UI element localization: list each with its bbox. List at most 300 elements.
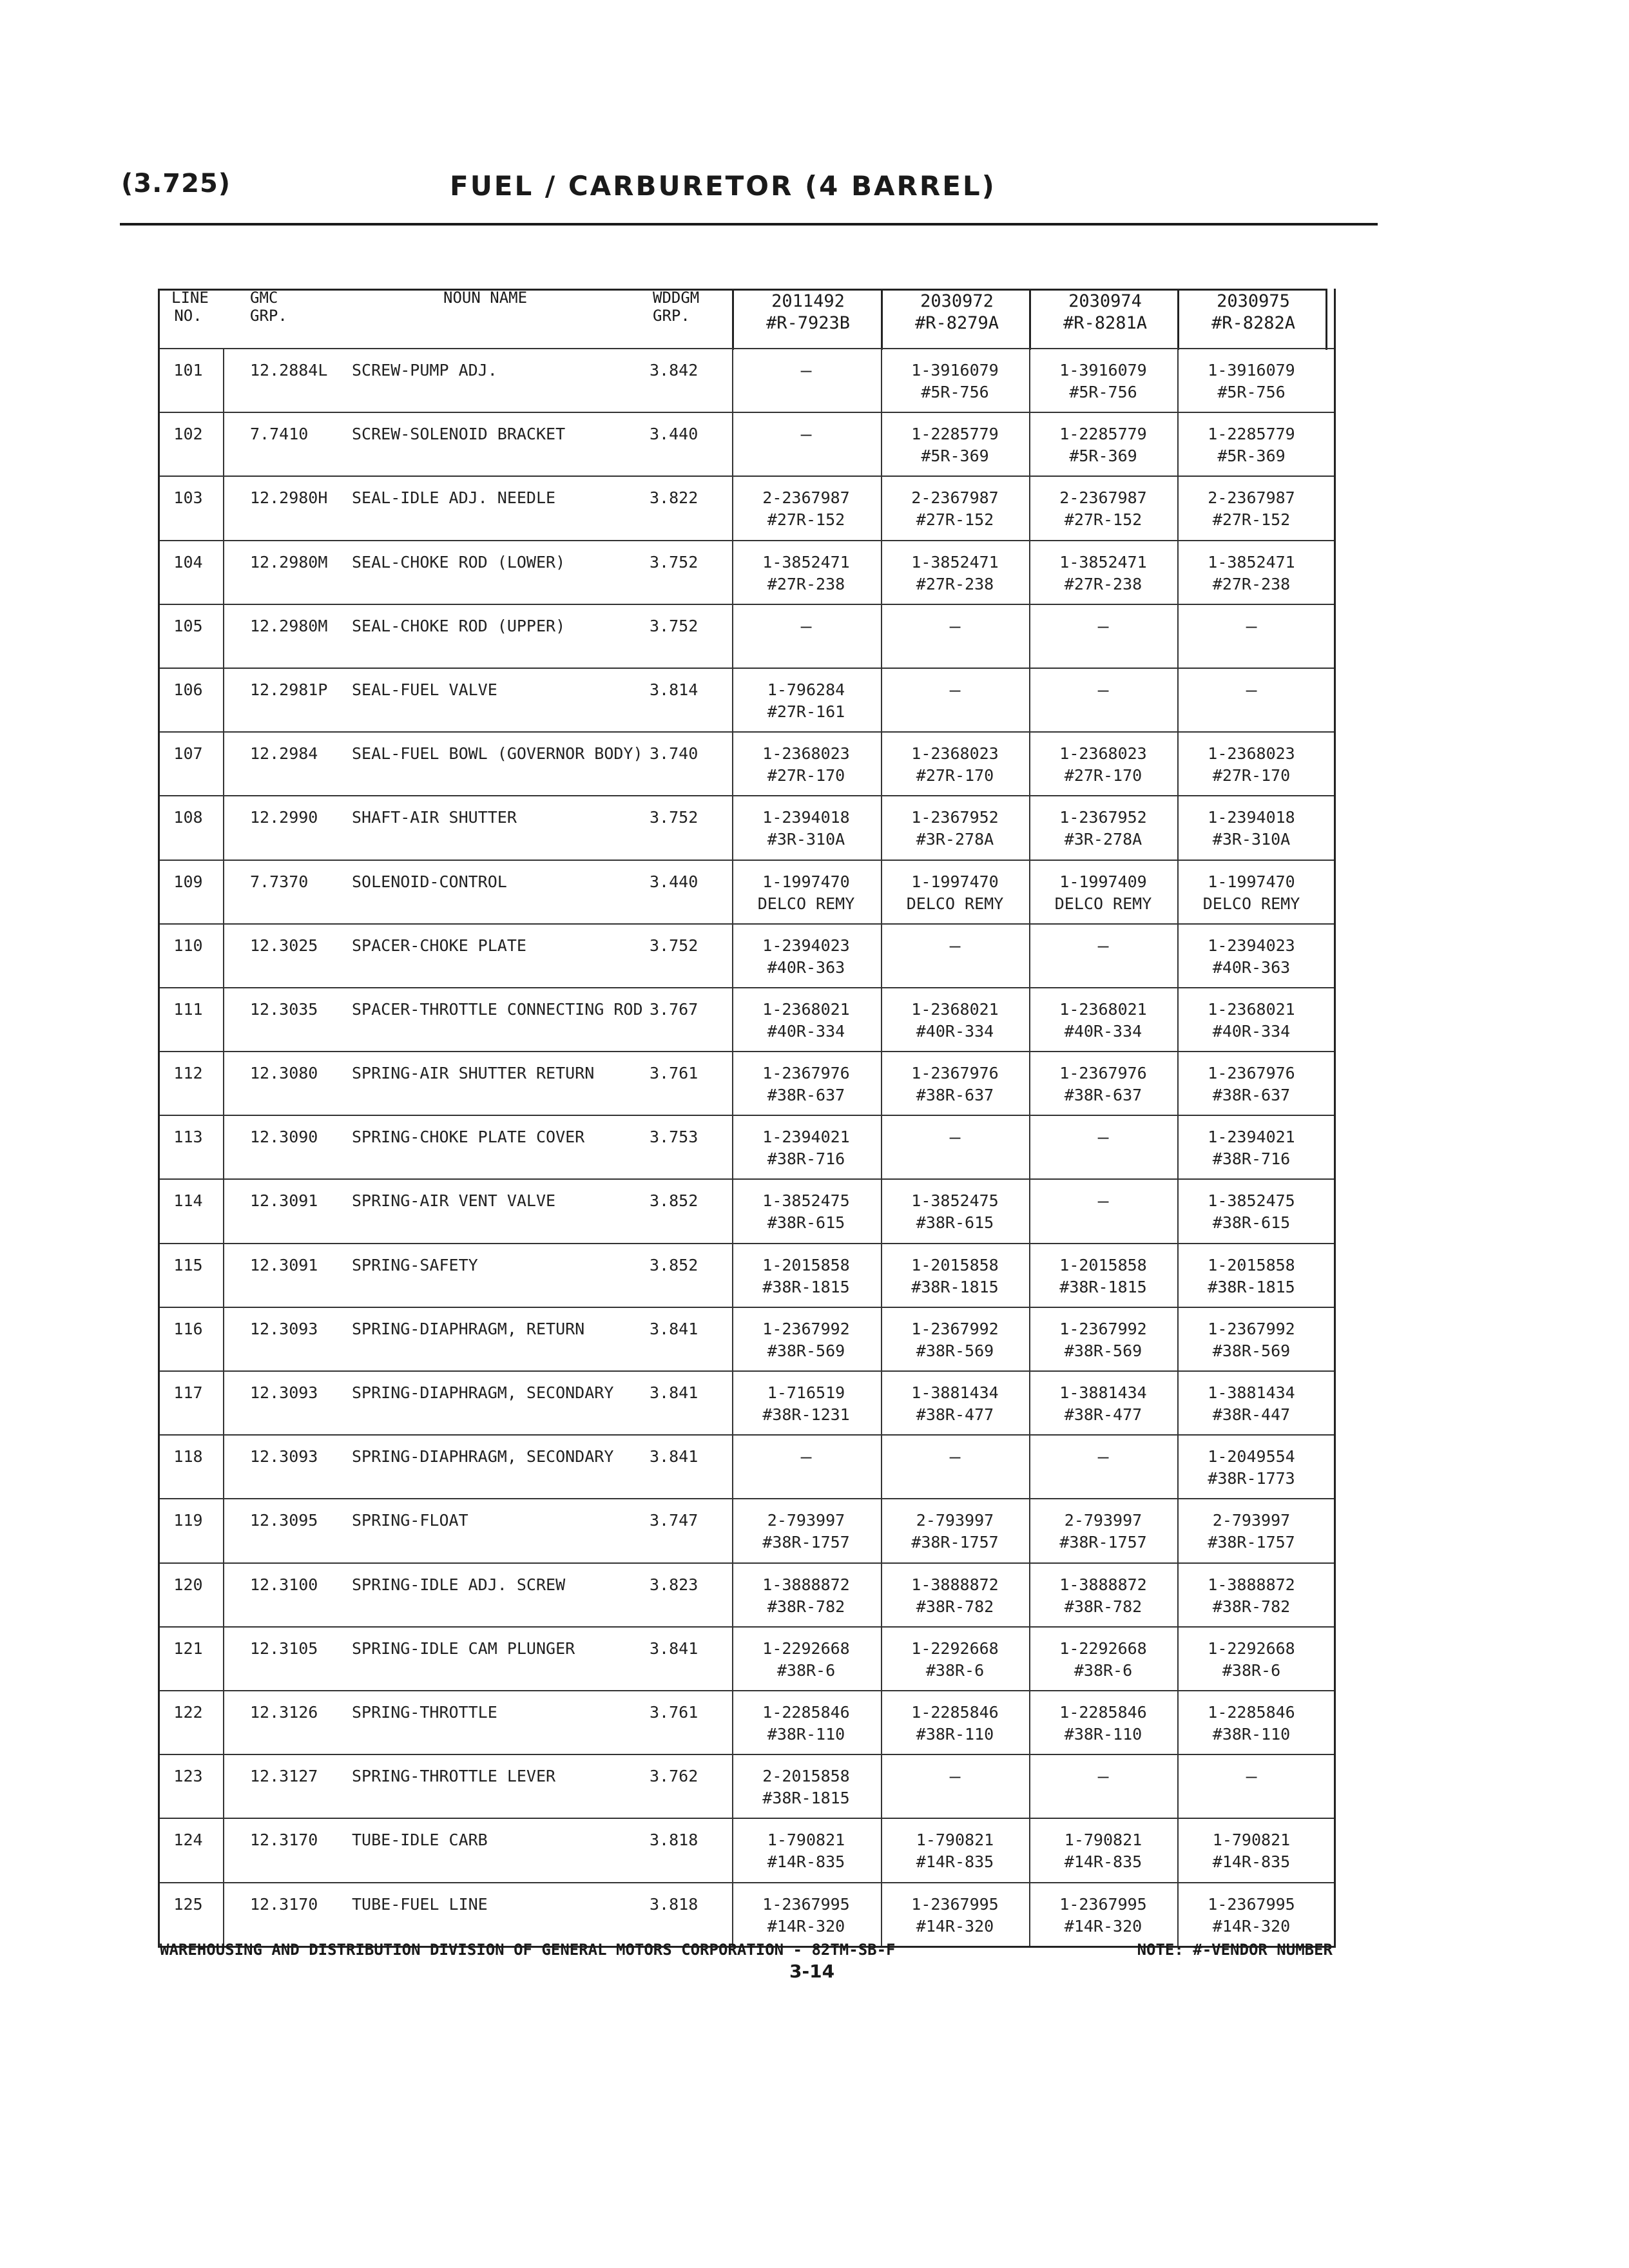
part-number: 1-790821	[1064, 1831, 1142, 1850]
gmc-group: 12.3093	[250, 1447, 318, 1466]
vendor-number: #38R-6	[1074, 1660, 1133, 1680]
line-number: 109	[173, 872, 203, 891]
wddgm-group: 3.747	[650, 1511, 699, 1530]
wddgm-group: 3.753	[650, 1128, 699, 1147]
part-number: 1-3916079	[911, 361, 999, 380]
table-row	[160, 1498, 1334, 1562]
not-applicable-dash: —	[1097, 678, 1109, 700]
part-number: 1-796284	[767, 680, 845, 699]
vendor-number: #38R-6	[925, 1660, 985, 1680]
vendor-part-cell	[1187, 615, 1316, 637]
vendor-number: #14R-320	[1212, 1916, 1291, 1936]
vendor-part-cell	[891, 1702, 1019, 1745]
not-applicable-dash: —	[1097, 1190, 1109, 1212]
vendor-part-cell	[1187, 1638, 1316, 1682]
not-applicable-dash: —	[800, 1446, 812, 1468]
table-row	[160, 860, 1334, 923]
vendor-part-cell	[742, 1254, 871, 1298]
vendor-part-cell	[891, 552, 1019, 595]
vendor-number: #27R-152	[1064, 510, 1142, 530]
part-number: 1-2015858	[1208, 1255, 1295, 1274]
vendor-part-cell	[1187, 743, 1316, 787]
vendor-part-cell	[742, 1702, 871, 1745]
vendor-part-cell	[1039, 1638, 1168, 1682]
noun-name: SCREW-PUMP ADJ.	[352, 361, 497, 380]
line-number: 123	[173, 1767, 203, 1786]
part-number: 1-3888872	[762, 1575, 850, 1594]
line-number: 117	[173, 1383, 203, 1402]
table-row	[160, 1626, 1334, 1690]
part-number: 1-2368021	[1059, 999, 1147, 1019]
part-number: 1-2015858	[911, 1255, 999, 1274]
part-number: 1-3888872	[1208, 1575, 1295, 1594]
noun-name: SPRING-IDLE ADJ. SCREW	[352, 1575, 566, 1594]
vendor-part-cell	[742, 1446, 871, 1468]
header-wddgm-label: WDDGM	[653, 289, 700, 307]
not-applicable-dash: —	[1246, 615, 1257, 637]
gmc-group: 12.3091	[250, 1255, 318, 1274]
vendor-part-cell	[1039, 1574, 1168, 1618]
noun-name: SPRING-DIAPHRAGM, SECONDARY	[352, 1383, 614, 1402]
vendor-part-cell	[891, 935, 1019, 957]
vendor-part-cell	[1187, 1126, 1316, 1170]
vendor-number: #38R-1757	[911, 1533, 999, 1552]
part-number: 1-3888872	[1059, 1575, 1147, 1594]
line-number: 111	[173, 999, 203, 1019]
part-number: 1-3852475	[1208, 1191, 1295, 1211]
line-number: 105	[173, 616, 203, 635]
table-row	[160, 540, 1334, 604]
part-number: 1-2394021	[1208, 1128, 1295, 1147]
page-header	[121, 169, 1378, 207]
vendor-part-cell	[1187, 1190, 1316, 1234]
header-part-number: 2030974	[1068, 291, 1142, 311]
gmc-group: 12.3090	[250, 1128, 318, 1147]
vendor-number: #38R-637	[1064, 1086, 1142, 1105]
part-number: 1-2394023	[762, 936, 850, 955]
line-number: 101	[173, 361, 203, 380]
vendor-number: #27R-170	[916, 766, 994, 785]
vendor-number: #40R-334	[916, 1021, 994, 1041]
not-applicable-dash: —	[949, 1126, 961, 1148]
wddgm-group: 3.440	[650, 425, 699, 444]
vendor-part-cell	[891, 360, 1019, 403]
part-number: 1-3881434	[1208, 1383, 1295, 1402]
vendor-number: #38R-1815	[911, 1277, 999, 1296]
vendor-part-cell	[1187, 1318, 1316, 1362]
noun-name: SEAL-FUEL BOWL (GOVERNOR BODY)	[352, 744, 643, 764]
vendor-part-cell	[742, 1829, 871, 1873]
footer-publisher: WAREHOUSING AND DISTRIBUTION DIVISION OF GENERAL MOTORS CORPORATION - 82TM-SB-F	[160, 1941, 896, 1959]
part-number: 1-2367952	[1059, 808, 1147, 827]
vendor-part-cell	[1187, 1574, 1316, 1618]
vendor-number: #5R-369	[921, 447, 989, 466]
vendor-number: #5R-756	[921, 383, 989, 401]
vendor-part-cell	[891, 1062, 1019, 1106]
part-number: 1-2368023	[1059, 744, 1147, 764]
vendor-number: #38R-782	[916, 1597, 994, 1616]
part-number: 1-2285846	[911, 1702, 999, 1722]
part-number: 1-2367995	[1059, 1894, 1147, 1914]
vendor-number: #38R-1757	[762, 1533, 850, 1552]
table-row	[160, 1818, 1334, 1881]
header-part-number: 2030975	[1217, 291, 1290, 311]
vendor-number: #38R-569	[916, 1341, 994, 1360]
wddgm-group: 3.740	[650, 744, 699, 764]
vendor-part-cell	[1039, 360, 1168, 403]
vendor-part-cell	[742, 360, 871, 381]
noun-name: SEAL-IDLE ADJ. NEEDLE	[352, 488, 556, 508]
line-number: 102	[173, 425, 203, 444]
part-number: 1-3852475	[762, 1191, 850, 1211]
table-row	[160, 1882, 1334, 1946]
vendor-part-cell	[1039, 1829, 1168, 1873]
vendor-part-cell	[1039, 1190, 1168, 1212]
part-number: 2-2367987	[762, 488, 850, 508]
vendor-part-cell	[742, 1126, 871, 1170]
part-number: 1-1997470	[1208, 872, 1295, 891]
vendor-part-cell	[1039, 999, 1168, 1043]
table-row	[160, 923, 1334, 987]
vendor-number: DELCO REMY	[757, 894, 855, 913]
header-vendor-3	[1029, 289, 1179, 350]
vendor-part-cell	[742, 1765, 871, 1809]
vendor-number: #38R-615	[1212, 1213, 1291, 1233]
vendor-part-cell	[891, 1638, 1019, 1682]
vendor-number: #38R-110	[916, 1724, 994, 1744]
vendor-part-cell	[1039, 1894, 1168, 1937]
vendor-number: #14R-320	[1064, 1916, 1142, 1936]
vendor-number: #38R-1773	[1208, 1469, 1295, 1488]
vendor-part-cell	[1187, 1382, 1316, 1426]
gmc-group: 7.7370	[250, 872, 309, 891]
vendor-number: #14R-320	[916, 1916, 994, 1936]
header-vendor-text	[883, 291, 1031, 334]
vendor-part-cell	[742, 743, 871, 787]
not-applicable-dash: —	[949, 678, 961, 700]
vendor-number: #27R-152	[1212, 510, 1291, 530]
vendor-part-cell	[891, 1894, 1019, 1937]
vendor-number: #27R-170	[1212, 766, 1291, 785]
wddgm-group: 3.818	[650, 1831, 699, 1850]
vendor-number: #27R-238	[1212, 574, 1291, 593]
vendor-part-cell	[742, 552, 871, 595]
part-number: 1-2367976	[1208, 1064, 1295, 1083]
part-number: 1-2367995	[1208, 1894, 1295, 1914]
part-number: 2-793997	[767, 1511, 845, 1530]
wddgm-group: 3.752	[650, 552, 699, 572]
gmc-group: 12.2884L	[250, 361, 328, 380]
vendor-number: #27R-161	[767, 702, 845, 721]
table-row	[160, 987, 1334, 1051]
gmc-group: 12.3093	[250, 1383, 318, 1402]
vendor-number: #38R-782	[767, 1597, 845, 1616]
not-applicable-dash: —	[800, 615, 812, 637]
wddgm-group: 3.841	[650, 1447, 699, 1466]
vendor-number: #38R-637	[767, 1086, 845, 1105]
vendor-part-cell	[1187, 1062, 1316, 1106]
vendor-number: #38R-110	[1064, 1724, 1142, 1744]
vendor-number: #40R-363	[1212, 957, 1291, 977]
vendor-part-cell	[1187, 1702, 1316, 1745]
gmc-group: 12.3095	[250, 1511, 318, 1530]
vendor-part-cell	[1039, 1254, 1168, 1298]
wddgm-group: 3.823	[650, 1575, 699, 1594]
vendor-number: #27R-152	[916, 510, 994, 530]
part-number: 1-1997409	[1059, 872, 1147, 891]
vendor-part-cell	[1187, 1254, 1316, 1298]
header-gmc-grp	[250, 289, 287, 325]
line-number: 116	[173, 1319, 203, 1338]
part-number: 1-1997470	[911, 872, 999, 891]
vendor-part-cell	[742, 679, 871, 723]
noun-name: TUBE-IDLE CARB	[352, 1831, 488, 1850]
part-number: 1-2015858	[1059, 1255, 1147, 1274]
vendor-number: #38R-637	[1212, 1086, 1291, 1105]
vendor-part-cell	[891, 1574, 1019, 1618]
vendor-number: #38R-569	[1212, 1341, 1291, 1360]
table-row	[160, 1243, 1334, 1307]
page-number: 3-14	[789, 1961, 835, 1982]
vendor-part-cell	[1187, 360, 1316, 403]
table-header	[160, 289, 1334, 348]
part-number: 1-2368023	[1208, 744, 1295, 764]
line-number: 106	[173, 680, 203, 699]
part-number: 1-2285846	[1059, 1702, 1147, 1722]
part-number: 2-2015858	[762, 1767, 850, 1786]
part-number: 1-2285779	[1208, 425, 1295, 444]
vendor-number: #38R-615	[916, 1213, 994, 1233]
header-wddgm-grp	[653, 289, 699, 325]
vendor-part-cell	[1187, 935, 1316, 979]
vendor-part-cell	[742, 935, 871, 979]
gmc-group: 12.3080	[250, 1064, 318, 1083]
vendor-number: #38R-1815	[762, 1277, 850, 1296]
vendor-number: #38R-1231	[762, 1405, 850, 1424]
header-vendor-text	[1179, 291, 1327, 334]
vendor-part-cell	[742, 1318, 871, 1362]
vendor-part-cell	[891, 1318, 1019, 1362]
vendor-number: #40R-334	[1064, 1021, 1142, 1041]
vendor-part-cell	[891, 1126, 1019, 1148]
vendor-part-cell	[1187, 679, 1316, 701]
vendor-part-cell	[891, 423, 1019, 467]
part-number: 1-2285846	[762, 1702, 850, 1722]
vendor-part-cell	[1039, 1702, 1168, 1745]
line-number: 114	[173, 1191, 203, 1211]
line-number: 121	[173, 1639, 203, 1658]
header-rule	[120, 223, 1378, 226]
parts-table	[158, 289, 1336, 1948]
vendor-number: #3R-310A	[1212, 830, 1291, 849]
table-row	[160, 1690, 1334, 1754]
wddgm-group: 3.822	[650, 488, 699, 508]
part-number: 2-793997	[916, 1511, 994, 1530]
vendor-part-cell	[891, 1829, 1019, 1873]
noun-name: SPRING-AIR SHUTTER RETURN	[352, 1064, 595, 1083]
vendor-part-cell	[1187, 999, 1316, 1043]
line-number: 120	[173, 1575, 203, 1594]
part-number: 1-2394018	[1208, 808, 1295, 827]
table-row	[160, 1178, 1334, 1242]
line-number: 118	[173, 1447, 203, 1466]
table-row	[160, 1051, 1334, 1115]
vendor-number: #27R-152	[767, 510, 845, 530]
line-number: 125	[173, 1894, 203, 1914]
vendor-part-cell	[742, 871, 871, 915]
vendor-part-cell	[742, 615, 871, 637]
vendor-number: #40R-334	[1212, 1021, 1291, 1041]
header-vendor-4	[1177, 289, 1327, 350]
header-gmc-label: GMC	[250, 289, 278, 307]
gmc-group: 12.2980M	[250, 616, 328, 635]
vendor-part-cell	[742, 487, 871, 531]
vendor-part-cell	[1187, 1765, 1316, 1787]
table-row	[160, 1754, 1334, 1818]
part-number: 1-2367976	[1059, 1064, 1147, 1083]
table-row	[160, 412, 1334, 476]
page-title: FUEL / CARBURETOR (4 BARREL)	[450, 170, 996, 202]
part-number: 2-2367987	[911, 488, 999, 508]
footer-note: NOTE: #-VENDOR NUMBER	[1137, 1941, 1333, 1959]
vendor-part-cell	[742, 1190, 871, 1234]
table-row	[160, 795, 1334, 859]
header-vendor-text	[1031, 291, 1179, 334]
vendor-part-cell	[742, 1894, 871, 1937]
vendor-part-cell	[1187, 487, 1316, 531]
not-applicable-dash: —	[800, 423, 812, 445]
wddgm-group: 3.767	[650, 999, 699, 1019]
gmc-group: 12.3035	[250, 999, 318, 1019]
vendor-number: #38R-782	[1212, 1597, 1291, 1616]
header-line-no	[171, 289, 209, 325]
table-row	[160, 476, 1334, 539]
part-number: 1-790821	[916, 1831, 994, 1850]
part-number: 1-2285779	[1059, 425, 1147, 444]
vendor-number: #38R-1757	[1059, 1533, 1147, 1552]
vendor-part-cell	[1039, 935, 1168, 957]
part-number: 1-2367995	[911, 1894, 999, 1914]
vendor-part-cell	[742, 423, 871, 445]
noun-name: SOLENOID-CONTROL	[352, 872, 507, 891]
part-number: 1-3852471	[1208, 552, 1295, 572]
table-row	[160, 604, 1334, 668]
line-number: 108	[173, 808, 203, 827]
part-number: 1-2394021	[762, 1128, 850, 1147]
noun-name: SPRING-DIAPHRAGM, SECONDARY	[352, 1447, 614, 1466]
section-number: (3.725)	[121, 169, 231, 198]
vendor-part-cell	[891, 487, 1019, 531]
line-number: 122	[173, 1702, 203, 1722]
wddgm-group: 3.841	[650, 1383, 699, 1402]
vendor-part-cell	[891, 1446, 1019, 1468]
gmc-group: 7.7410	[250, 425, 309, 444]
part-number: 1-2367992	[911, 1319, 999, 1338]
wddgm-group: 3.761	[650, 1702, 699, 1722]
not-applicable-dash: —	[1097, 934, 1109, 956]
vendor-number: #38R-782	[1064, 1597, 1142, 1616]
gmc-group: 12.3093	[250, 1319, 318, 1338]
vendor-number: #40R-363	[767, 957, 845, 977]
part-number: 1-2049554	[1208, 1447, 1295, 1466]
vendor-part-cell	[1187, 552, 1316, 595]
wddgm-group: 3.440	[650, 872, 699, 891]
vendor-part-cell	[742, 1382, 871, 1426]
vendor-number: DELCO REMY	[1054, 894, 1152, 913]
vendor-part-cell	[891, 807, 1019, 850]
noun-name: SPRING-AIR VENT VALVE	[352, 1191, 556, 1211]
vendor-part-cell	[742, 999, 871, 1043]
header-line-label: LINE	[171, 289, 209, 307]
part-number: 2-793997	[1064, 1511, 1142, 1530]
part-number: 1-2292668	[1208, 1639, 1295, 1658]
vendor-number: #5R-369	[1069, 447, 1137, 466]
vendor-number: #38R-1815	[762, 1789, 850, 1808]
vendor-part-cell	[1187, 1446, 1316, 1490]
part-number: 2-2367987	[1059, 488, 1147, 508]
vendor-part-cell	[1039, 1382, 1168, 1426]
vendor-number: #38R-477	[1064, 1405, 1142, 1424]
vendor-number: #5R-369	[1217, 447, 1286, 466]
vendor-part-cell	[1039, 807, 1168, 850]
part-number: 1-3852471	[1059, 552, 1147, 572]
vendor-number: #38R-569	[767, 1341, 845, 1360]
not-applicable-dash: —	[949, 1765, 961, 1787]
vendor-part-cell	[1039, 1318, 1168, 1362]
vendor-part-cell	[742, 1510, 871, 1553]
not-applicable-dash: —	[949, 934, 961, 956]
vendor-number: DELCO REMY	[906, 894, 1004, 913]
gmc-group: 12.3126	[250, 1702, 318, 1722]
line-number: 115	[173, 1255, 203, 1274]
wddgm-group: 3.852	[650, 1255, 699, 1274]
noun-name: SPACER-THROTTLE CONNECTING ROD	[352, 999, 643, 1019]
part-number: 1-3852471	[762, 552, 850, 572]
vendor-part-cell	[742, 1638, 871, 1682]
vendor-part-cell	[1039, 871, 1168, 915]
header-vendor-number: #R-7923B	[766, 313, 851, 333]
part-number: 1-2367976	[911, 1064, 999, 1083]
table-row	[160, 348, 1334, 412]
gmc-group: 12.2980M	[250, 552, 328, 572]
vendor-number: #38R-716	[1212, 1149, 1291, 1169]
noun-name: SHAFT-AIR SHUTTER	[352, 808, 517, 827]
noun-name: SPRING-THROTTLE	[352, 1702, 497, 1722]
noun-name: SCREW-SOLENOID BRACKET	[352, 425, 566, 444]
part-number: 1-2367992	[762, 1319, 850, 1338]
noun-name: SPRING-SAFETY	[352, 1255, 478, 1274]
gmc-group: 12.3025	[250, 936, 318, 955]
table-row	[160, 1307, 1334, 1370]
not-applicable-dash: —	[1246, 678, 1257, 700]
table-row	[160, 1434, 1334, 1498]
line-number: 104	[173, 552, 203, 572]
vendor-number: #27R-238	[916, 574, 994, 593]
part-number: 1-716519	[767, 1383, 845, 1402]
vendor-part-cell	[1187, 1894, 1316, 1937]
wddgm-group: 3.814	[650, 680, 699, 699]
noun-name: SPRING-CHOKE PLATE COVER	[352, 1128, 585, 1147]
vendor-number: #38R-110	[1212, 1724, 1291, 1744]
part-number: 1-2367976	[762, 1064, 850, 1083]
vendor-part-cell	[891, 1765, 1019, 1787]
not-applicable-dash: —	[1246, 1765, 1257, 1787]
noun-name: SEAL-FUEL VALVE	[352, 680, 497, 699]
part-number: 1-2285846	[1208, 1702, 1295, 1722]
wddgm-group: 3.852	[650, 1191, 699, 1211]
vendor-part-cell	[891, 1254, 1019, 1298]
line-number: 103	[173, 488, 203, 508]
